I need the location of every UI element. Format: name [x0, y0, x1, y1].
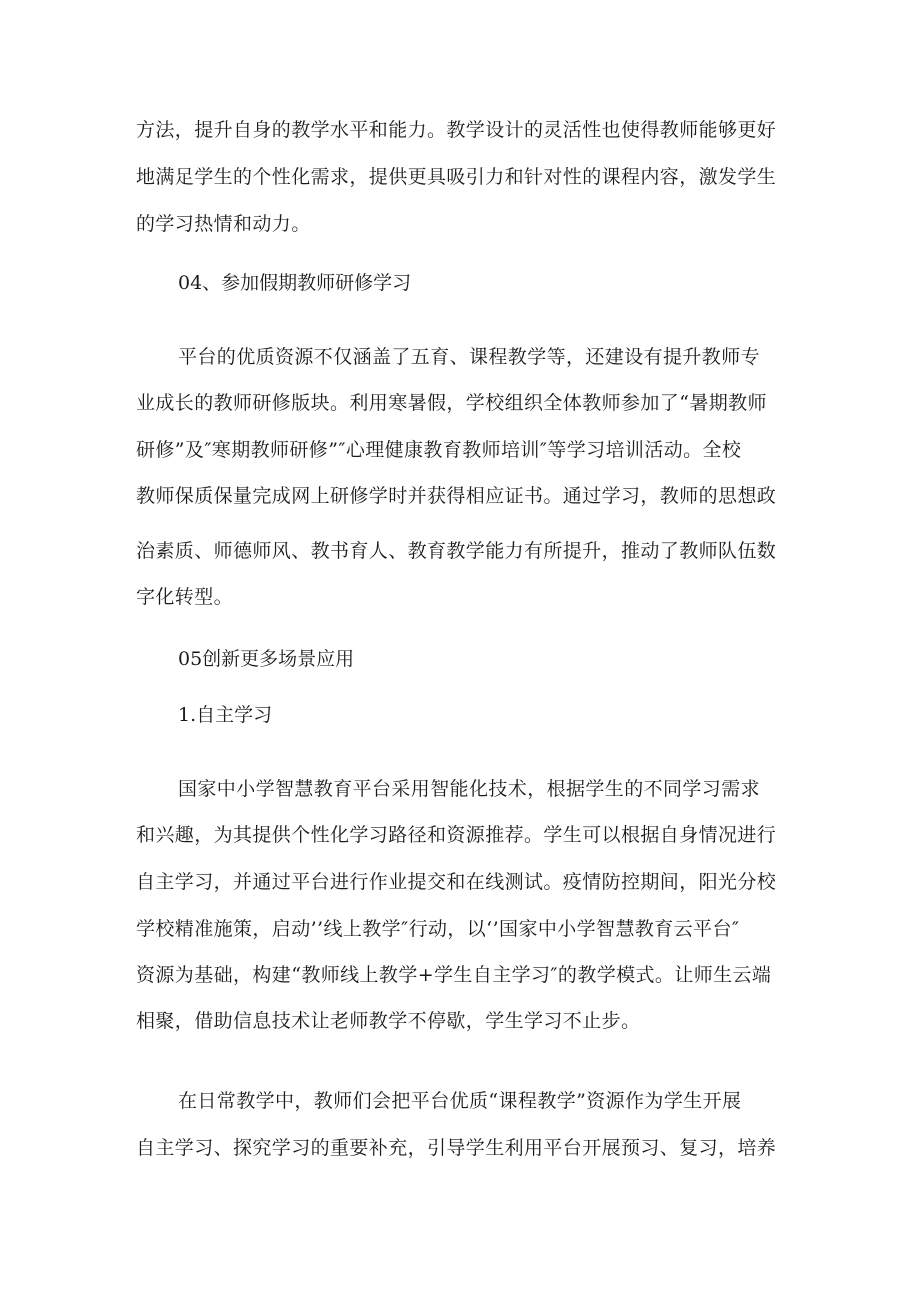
paragraph-line: 自主学习，并通过平台进行作业提交和在线测试。疫情防控期间，阳光分校	[136, 871, 777, 893]
paragraph-line: 教师保质保量完成网上研修学时并获得相应证书。通过学习，教师的思想政	[136, 485, 777, 507]
paragraph-line: 业成长的教师研修版块。利用寒暑假，学校组织全体教师参加了“暑期教师	[136, 392, 767, 414]
subsection-heading-1: 1.自主学习	[178, 704, 273, 726]
paragraph-line: 在日常教学中，教师们会把平台优质“课程教学”资源作为学生开展	[178, 1090, 742, 1112]
paragraph-line: 的学习热情和动力。	[136, 213, 311, 235]
section-heading-04: 04、参加假期教师研修学习	[178, 272, 412, 294]
paragraph-line: 资源为基础，构建“教师线上教学+学生自主学习″的教学模式。让师生云端	[136, 964, 772, 986]
section-heading-05: 05创新更多场景应用	[178, 648, 355, 670]
paragraph-line: 字化转型。	[136, 586, 234, 608]
paragraph-line: 国家中小学智慧教育平台采用智能化技术，根据学生的不同学习需求	[178, 778, 761, 800]
paragraph-line: 学校精准施策，启动’’线上教学″行动，以‘’国家中小学智慧教育云平台″	[136, 918, 740, 940]
paragraph-line: 地满足学生的个性化需求，提供更具吸引力和针对性的课程内容，激发学生	[136, 166, 777, 188]
paragraph-line: 自主学习、探究学习的重要补充，引导学生利用平台开展预习、复习，培养	[136, 1137, 777, 1159]
paragraph-line: 平台的优质资源不仅涵盖了五育、课程教学等，还建设有提升教师专	[178, 346, 761, 368]
paragraph-line: 研修”及″寒期教师研修”″心理健康教育教师培训″等学习培训活动。全校	[136, 439, 742, 461]
paragraph-line: 治素质、师德师风、教书育人、教育教学能力有所提升，推动了教师队伍数	[136, 540, 777, 562]
paragraph-line: 方法，提升自身的教学水平和能力。教学设计的灵活性也使得教师能够更好	[136, 119, 777, 141]
paragraph-line: 和兴趣，为其提供个性化学习路径和资源推荐。学生可以根据自身情况进行	[136, 824, 777, 846]
paragraph-line: 相聚，借助信息技术让老师教学不停歇，学生学习不止步。	[136, 1010, 641, 1032]
